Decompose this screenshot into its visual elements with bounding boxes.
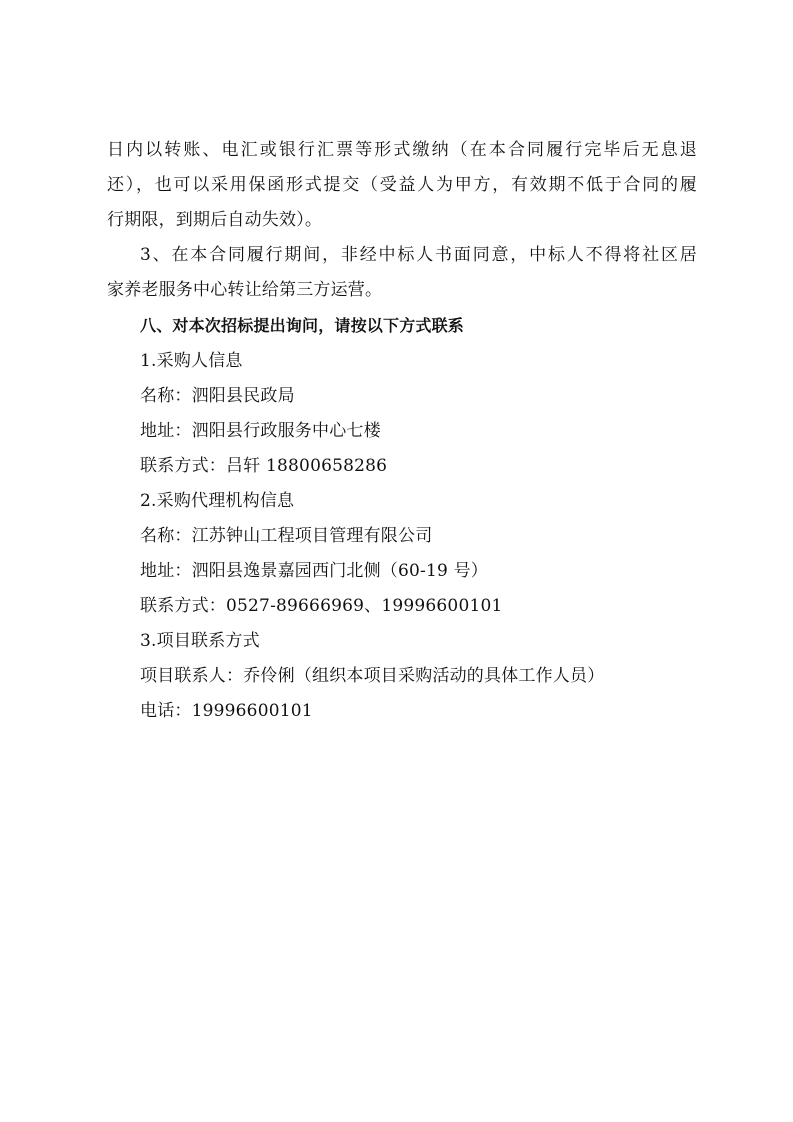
project-contact-title: 3.项目联系方式 xyxy=(140,631,260,651)
purchaser-info-title: 1.采购人信息 xyxy=(140,351,243,371)
project-contact-person: 项目联系人：乔伶俐（组织本项目采购活动的具体工作人员） xyxy=(140,666,605,686)
section-heading: 八、对本次招标提出询问，请按以下方式联系 xyxy=(140,316,465,335)
agency-contact: 联系方式：0527-89666969、19996600101 xyxy=(140,596,503,616)
purchaser-name: 名称：泗阳县民政局 xyxy=(140,386,295,406)
project-contact-phone: 电话：19996600101 xyxy=(140,701,313,721)
purchaser-address: 地址：泗阳县行政服务中心七楼 xyxy=(140,421,381,441)
purchaser-contact: 联系方式：吕轩 18800658286 xyxy=(140,456,388,476)
paragraph-line-1: 日内以转账、电汇或银行汇票等形式缴纳（在本合同履行完毕后无息退 xyxy=(107,140,697,160)
paragraph-line-3: 行期限，到期后自动失效）。 xyxy=(107,210,323,230)
paragraph-line-2: 还），也可以采用保函形式提交（受益人为甲方，有效期不低于合同的履 xyxy=(107,175,697,195)
agency-name: 名称：江苏钟山工程项目管理有限公司 xyxy=(140,526,433,546)
agency-address: 地址：泗阳县逸景嘉园西门北侧（60-19 号） xyxy=(140,561,489,581)
clause-3-line-1: 3、在本合同履行期间，非经中标人书面同意，中标人不得将社区居 xyxy=(140,245,697,265)
clause-3-line-2: 家养老服务中心转让给第三方运营。 xyxy=(107,280,383,300)
agency-info-title: 2.采购代理机构信息 xyxy=(140,491,295,511)
